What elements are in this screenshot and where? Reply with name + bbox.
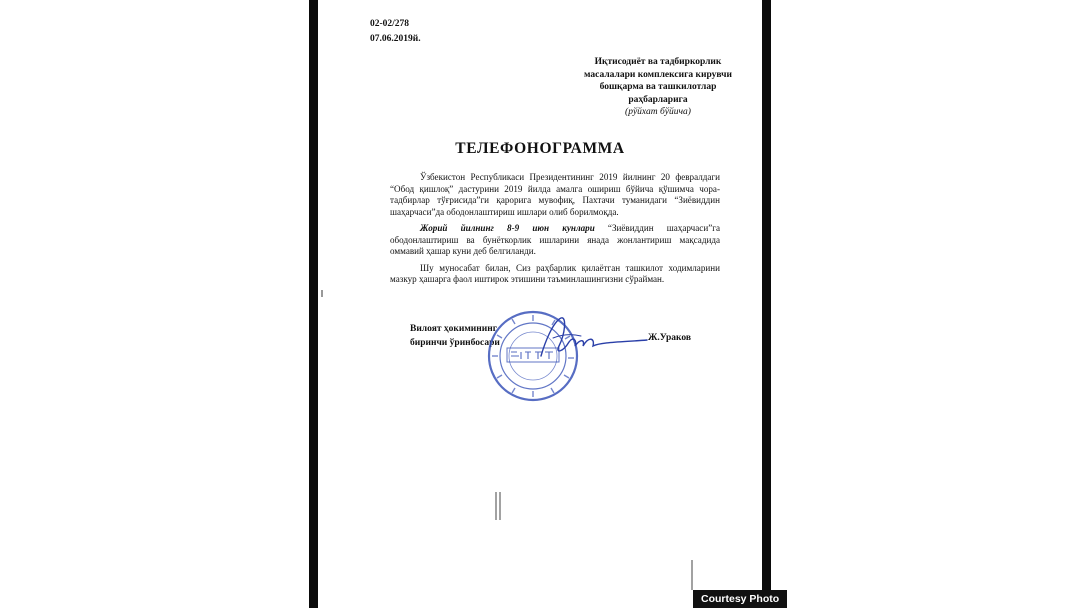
signatory-name: Ж.Ураков [648, 333, 691, 343]
registration-block [370, 17, 421, 47]
body-paragraph-3: Шу муносабат билан, Сиз раҳбарлик қилаётган ташкилот ходимларини мазкур ҳашарга фаол иштирок этишини таъминлашингизни сўрайман. [390, 262, 720, 284]
left-dark-border [309, 0, 318, 608]
document-title: ТЕЛЕФОНОГРАММА [455, 140, 625, 157]
addressee-block [573, 56, 743, 119]
handwritten-signature [523, 312, 663, 362]
document-sheet [318, 0, 762, 608]
addressee-line: бошқарма ва ташкилотлар [599, 82, 717, 92]
body-paragraph-1: Ўзбекистон Республикаси Президентининг 2019 йилнинг 20 февралдаги “Обод қишлоқ” дастурини 2019 йилда амалга ошириш бўйича қўшимча чора-тадбирлар тўғрисида”ги қарорига мувофиқ, Пахтачи туманидаги “Зиёвиддин шаҳарчаси”да ободонлаштириш ишлари олиб борилмоқда. [390, 172, 720, 217]
addressee-line: масалалари комплексига кирувчи [584, 69, 732, 80]
body-paragraph-2 [390, 223, 720, 258]
registration-date: 07.06.2019й. [370, 34, 421, 44]
addressee-line: Иқтисодиёт ва тадбиркорлик [594, 57, 722, 67]
signatory-title-line-2: биринчи ўринбосари [410, 338, 500, 348]
document-body [390, 172, 720, 291]
addressee-line: раҳбарларига [628, 94, 688, 105]
registration-number: 02-02/278 [370, 19, 410, 29]
event-dates-emphasis: Жорий йилнинг 8-9 июн кунлари [420, 223, 595, 233]
photo-credit-badge: Courtesy Photo [693, 590, 787, 608]
body-paragraph-2-rest: “Зиёвиддин шаҳарчаси”га ободонлаштириш ва бунёткорлик ишларини янада жонлантириш мақсадида оммавий ҳашар куни деб белгиланди. [390, 223, 720, 256]
right-dark-border [762, 0, 771, 608]
signatory-title-line-1: Вилоят ҳокимининг [410, 324, 498, 334]
addressee-note: (рўйхат бўйича) [625, 107, 691, 117]
